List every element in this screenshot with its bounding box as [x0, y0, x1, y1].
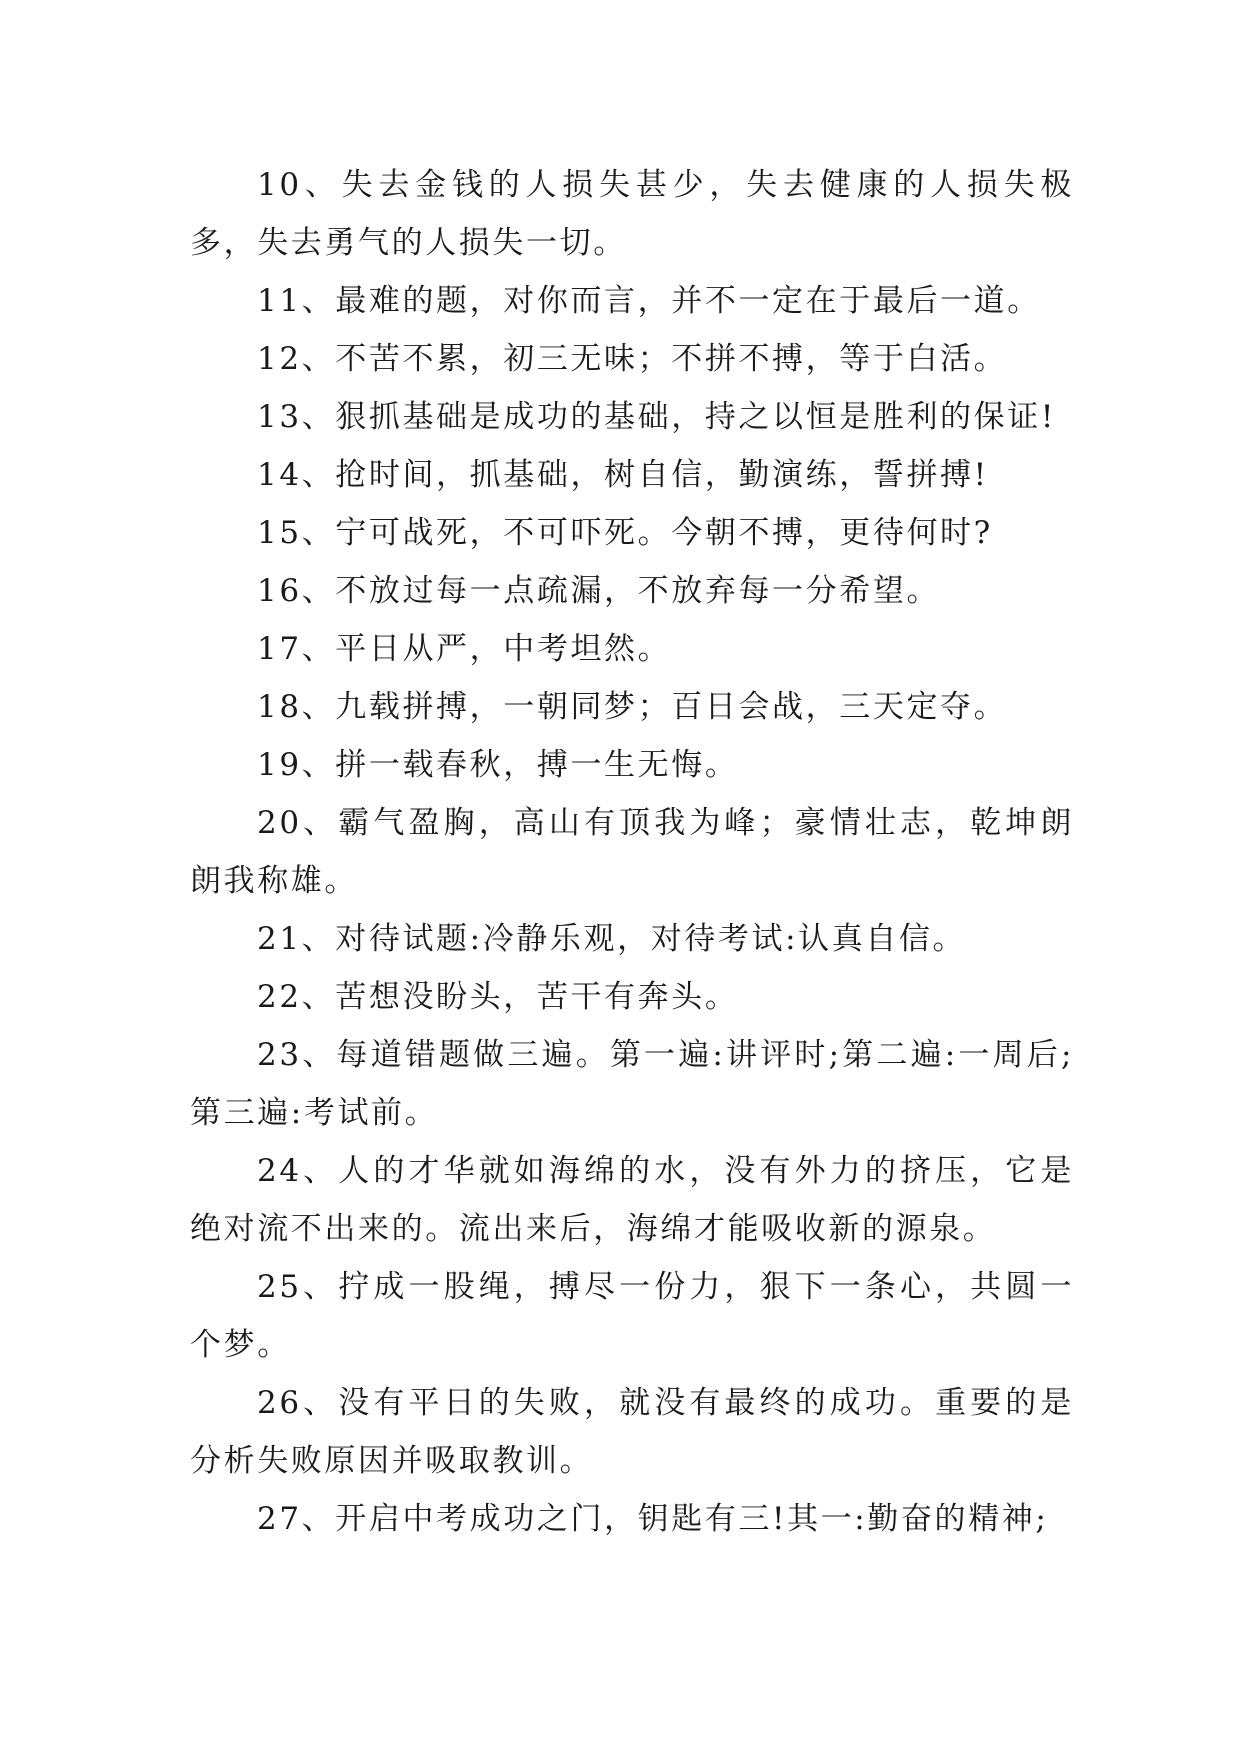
paragraph-27: 27、开启中考成功之门，钥匙有三!其一:勤奋的精神; — [257, 1501, 1049, 1537]
paragraph-14: 14、抢时间，抓基础，树自信，勤演练，誓拼搏! — [257, 457, 989, 493]
paragraph-19: 19、拼一载春秋，搏一生无悔。 — [257, 747, 739, 783]
paragraph-17: 17、平日从严，中考坦然。 — [257, 631, 672, 667]
paragraph-15: 15、宁可战死，不可吓死。今朝不搏，更待何时? — [257, 515, 993, 551]
paragraph-18: 18、九载拼搏，一朝同梦；百日会战，三天定夺。 — [257, 689, 1008, 725]
paragraph-21: 21、对待试题:冷静乐观，对待考试:认真自信。 — [257, 921, 967, 957]
paragraph-23: 23、每道错题做三遍。第一遍:讲评时;第二遍:一周后;第三遍:考试前。 — [190, 1037, 1074, 1131]
paragraph-13: 13、狠抓基础是成功的基础，持之以恒是胜利的保证! — [257, 399, 1056, 435]
document-body — [190, 156, 1074, 1548]
paragraph-20: 20、霸气盈胸，高山有顶我为峰；豪情壮志，乾坤朗朗我称雄。 — [190, 805, 1074, 899]
paragraph-22: 22、苦想没盼头，苦干有奔头。 — [257, 979, 739, 1015]
paragraph-11: 11、最难的题，对你而言，并不一定在于最后一道。 — [257, 283, 1041, 319]
paragraph-25: 25、拧成一股绳，搏尽一份力，狠下一条心，共圆一个梦。 — [190, 1269, 1074, 1363]
paragraph-26: 26、没有平日的失败，就没有最终的成功。重要的是分析失败原因并吸取教训。 — [190, 1385, 1074, 1479]
paragraph-24: 24、人的才华就如海绵的水，没有外力的挤压，它是绝对流不出来的。流出来后，海绵才能吸收新的源泉。 — [190, 1153, 1074, 1247]
paragraph-10: 10、失去金钱的人损失甚少，失去健康的人损失极多，失去勇气的人损失一切。 — [190, 167, 1074, 261]
paragraph-12: 12、不苦不累，初三无味；不拼不搏，等于白活。 — [257, 341, 1008, 377]
paragraph-16: 16、不放过每一点疏漏，不放弃每一分希望。 — [257, 573, 941, 609]
